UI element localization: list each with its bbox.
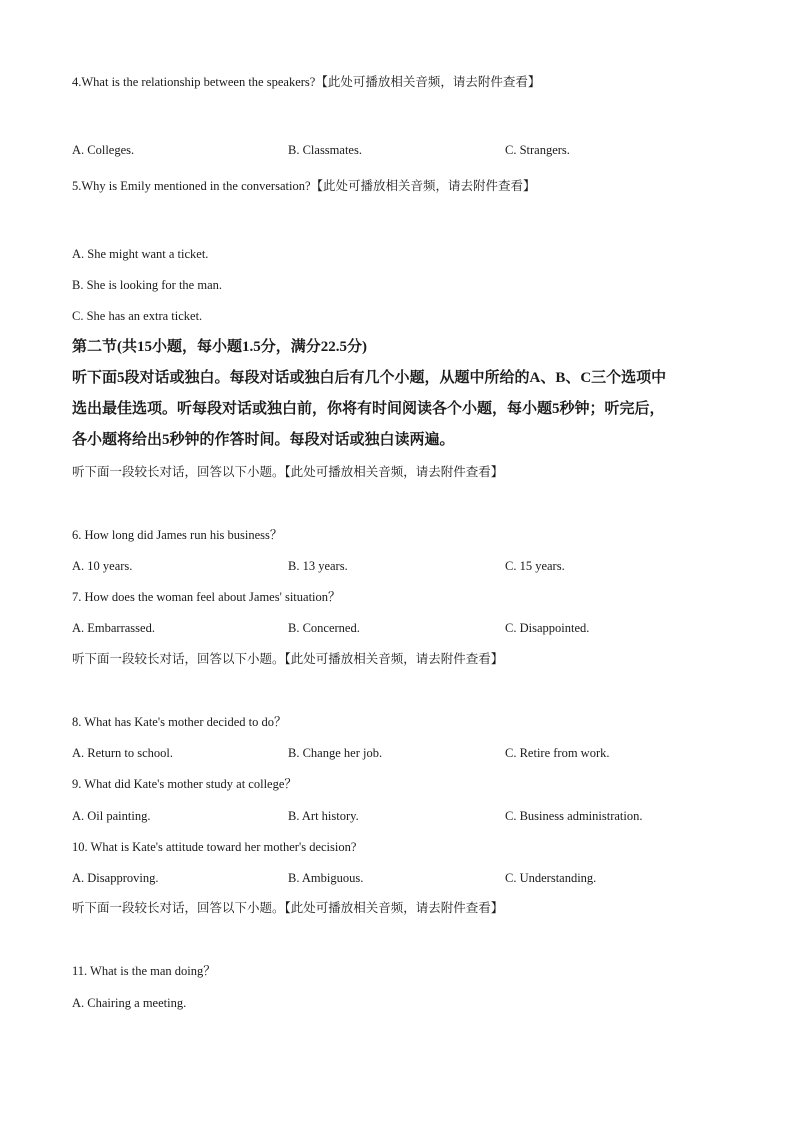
question-10-option-c: C. Understanding. (505, 871, 597, 885)
section-2-instructions (72, 363, 732, 456)
question-10-option-a: A. Disapproving. (72, 871, 159, 885)
question-9-option-c: C. Business administration. (505, 809, 643, 823)
question-6-option-c: C. 15 years. (505, 559, 565, 573)
question-6-options (72, 558, 732, 574)
section-2-instruction-line-1: 听下面5段对话或独白。每段对话或独白后有几个小题，从题中所给的A、B、C三个选项中 (72, 370, 667, 386)
question-5-stem: 5.Why is Emily mentioned in the conversation?【此处可播放相关音频，请去附件查看】 (72, 179, 536, 193)
question-7-option-a: A. Embarrassed. (72, 621, 155, 635)
dialog-3-intro: 听下面一段较长对话，回答以下小题。【此处可播放相关音频，请去附件查看】 (72, 901, 504, 915)
question-6-stem: 6. How long did James run his business？ (72, 528, 283, 542)
question-7-option-c: C. Disappointed. (505, 621, 590, 635)
question-8-options (72, 745, 732, 761)
question-9-options (72, 808, 732, 824)
question-11-option-a: A. Chairing a meeting. (72, 996, 187, 1010)
section-2-instruction-line-3: 各小题将给出5秒钟的作答时间。每段对话或独白读两遍。 (72, 432, 455, 448)
question-9-option-a: A. Oil painting. (72, 809, 151, 823)
question-4-option-b: B. Classmates. (288, 143, 362, 157)
section-2-title: 第二节(共15小题，每小题1.5分，满分22.5分) (72, 339, 367, 355)
question-5-option-a: A. She might want a ticket. (72, 247, 209, 261)
question-8-stem: 8. What has Kate's mother decided to do？ (72, 715, 287, 729)
question-7-stem: 7. How does the woman feel about James' situation？ (72, 590, 341, 604)
question-4-stem: 4.What is the relationship between the speakers?【此处可播放相关音频，请去附件查看】 (72, 75, 541, 89)
question-8-option-c: C. Retire from work. (505, 746, 610, 760)
question-11-stem: 11. What is the man doing？ (72, 964, 216, 978)
question-9-stem: 9. What did Kate's mother study at college？ (72, 777, 297, 791)
question-4-option-a: A. Colleges. (72, 143, 135, 157)
question-10-option-b: B. Ambiguous. (288, 871, 364, 885)
question-5-option-c: C. She has an extra ticket. (72, 309, 203, 323)
dialog-1-intro: 听下面一段较长对话，回答以下小题。【此处可播放相关音频，请去附件查看】 (72, 465, 504, 479)
question-7-option-b: B. Concerned. (288, 621, 360, 635)
question-10-options (72, 870, 732, 886)
question-8-option-a: A. Return to school. (72, 746, 174, 760)
dialog-2-intro: 听下面一段较长对话，回答以下小题。【此处可播放相关音频，请去附件查看】 (72, 652, 504, 666)
question-4-options (72, 142, 732, 158)
question-8-option-b: B. Change her job. (288, 746, 383, 760)
question-10-stem: 10. What is Kate's attitude toward her mother's decision? (72, 840, 357, 854)
section-2-instruction-line-2: 选出最佳选项。听每段对话或独白前，你将有时间阅读各个小题，每小题5秒钟；听完后， (72, 401, 665, 417)
question-7-options (72, 620, 732, 636)
question-9-option-b: B. Art history. (288, 809, 359, 823)
question-4-option-c: C. Strangers. (505, 143, 570, 157)
question-5-option-b: B. She is looking for the man. (72, 278, 222, 292)
question-6-option-b: B. 13 years. (288, 559, 348, 573)
question-6-option-a: A. 10 years. (72, 559, 133, 573)
